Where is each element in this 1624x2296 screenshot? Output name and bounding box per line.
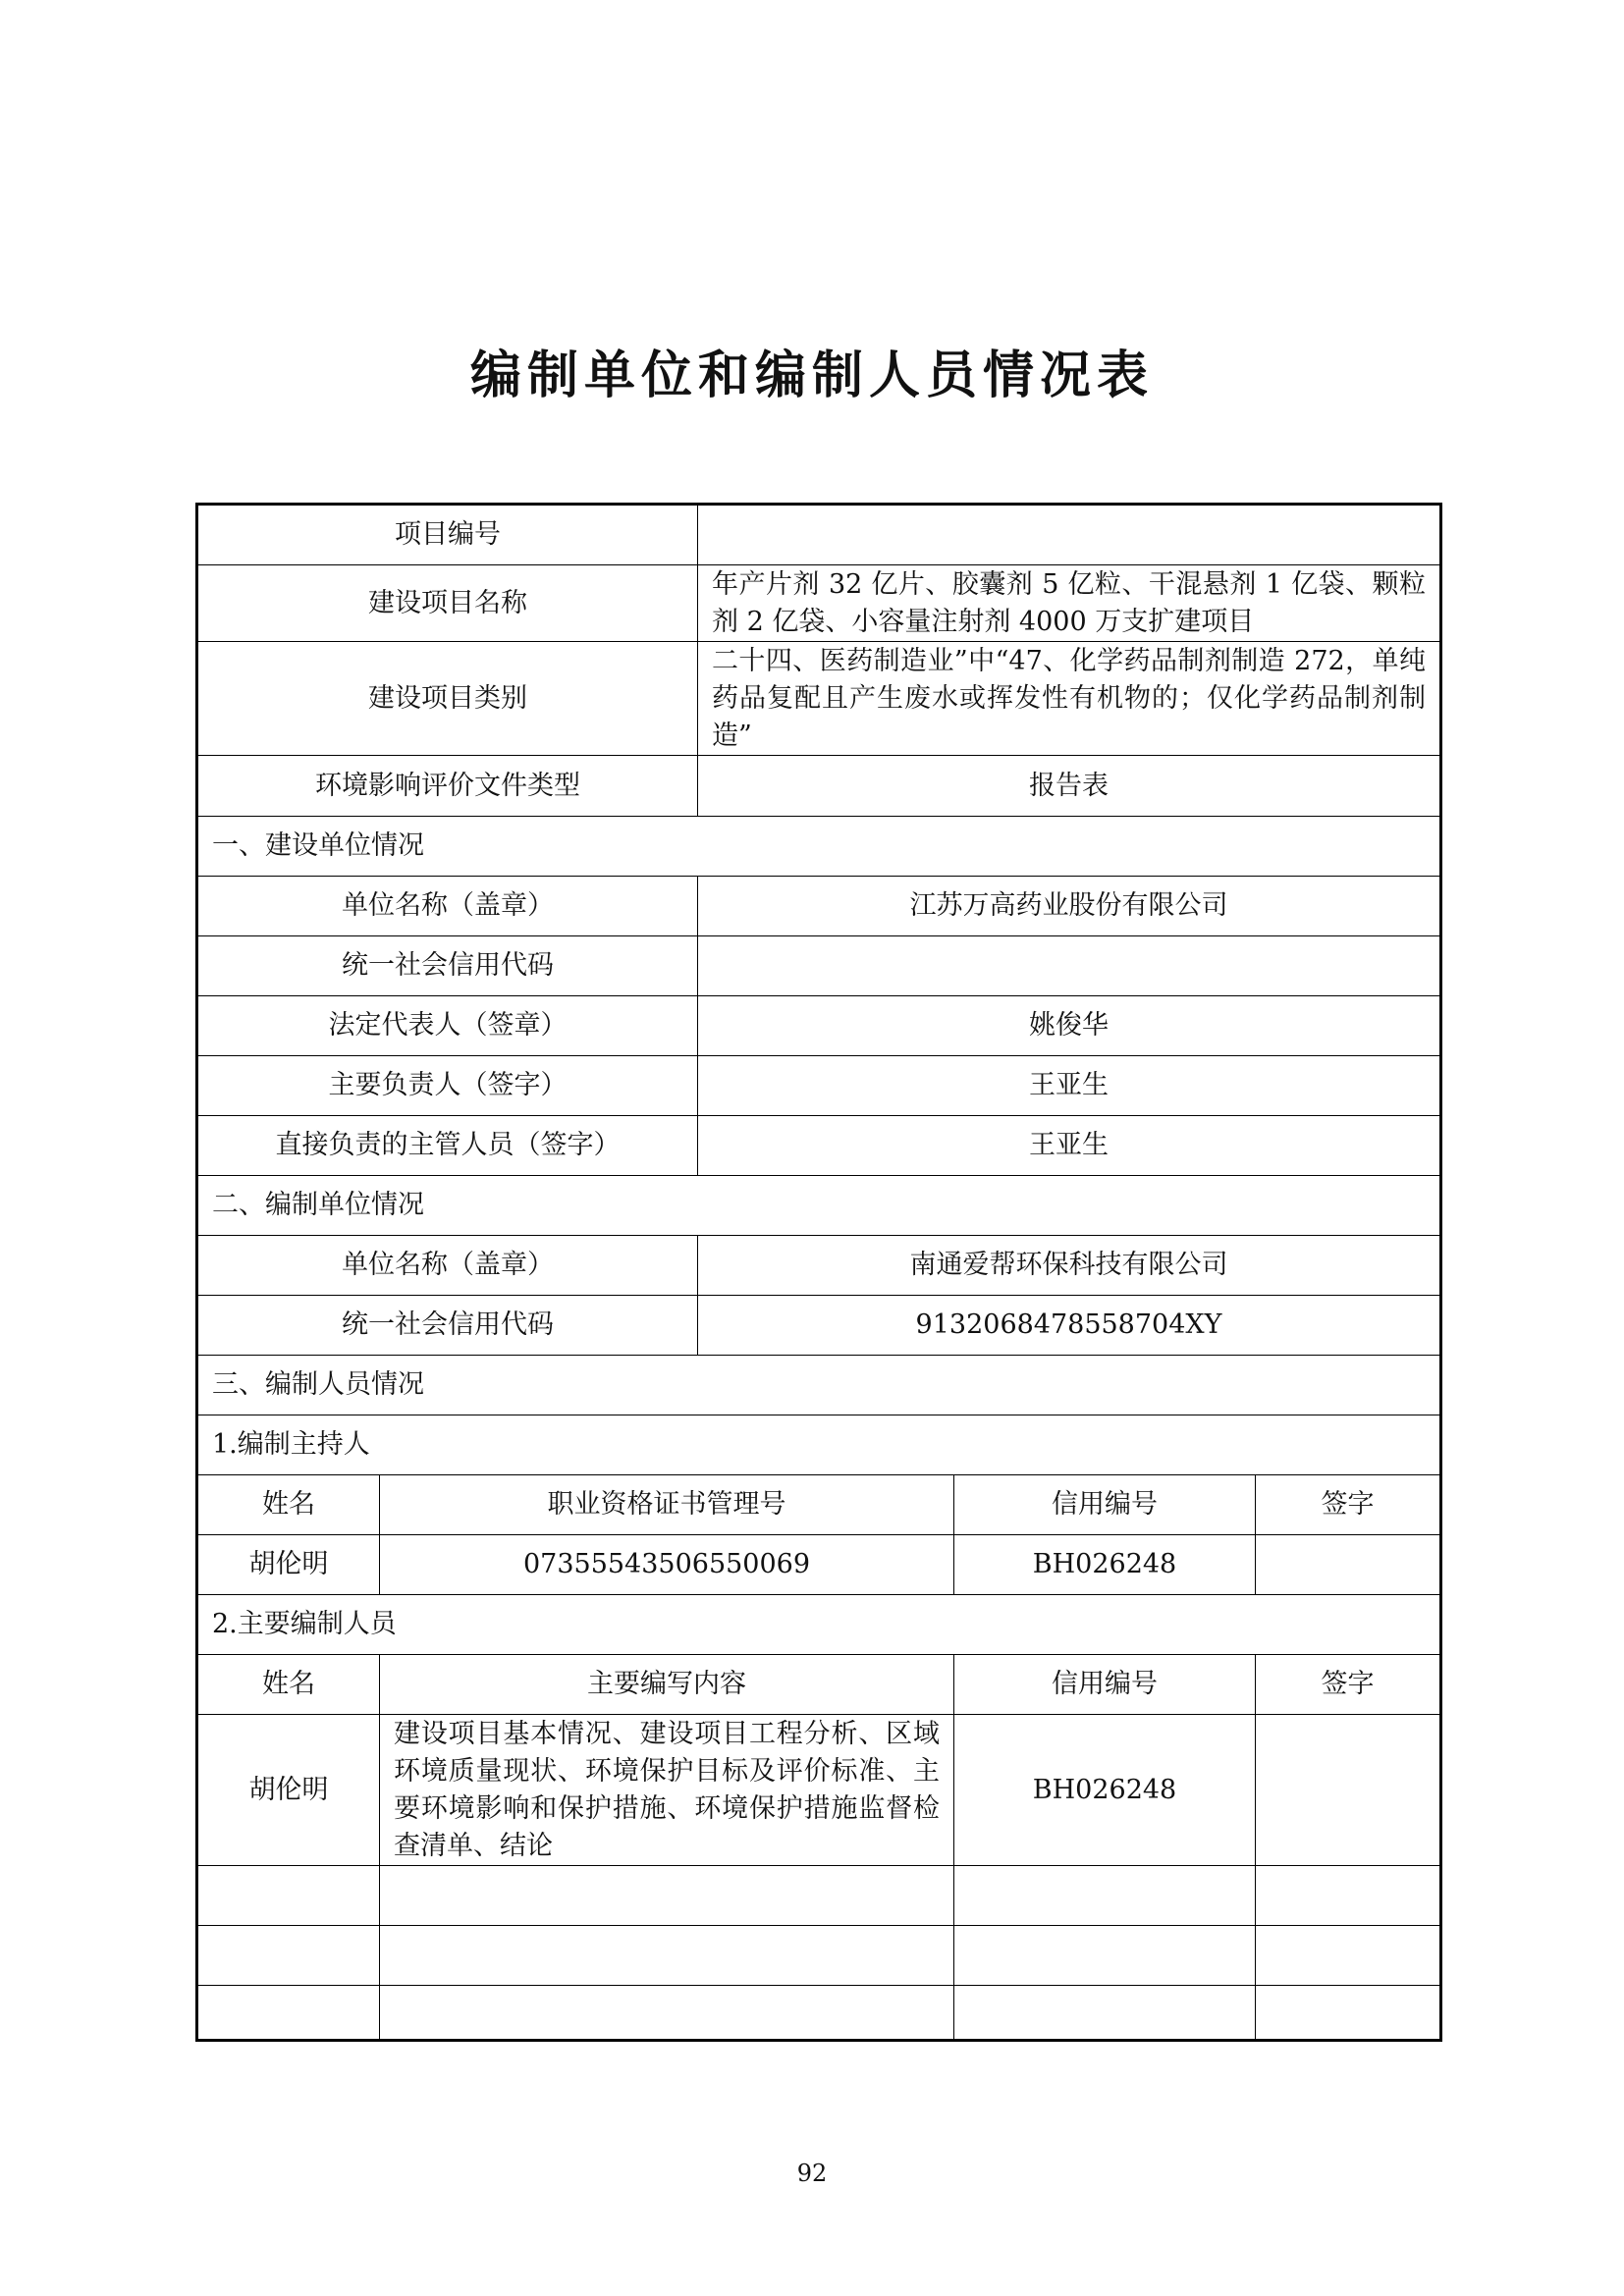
row-s1-main-person [197, 1056, 1441, 1116]
row-s1-direct-person [197, 1116, 1441, 1176]
empty-cell [1256, 1926, 1441, 1986]
staff-name: 胡伦明 [197, 1715, 380, 1866]
staff-heading: 2.主要编制人员 [197, 1595, 1441, 1655]
label-s1-main-person: 主要负责人（签字） [197, 1056, 698, 1116]
staff-signature [1256, 1715, 1441, 1866]
staff-col-signature: 签字 [1256, 1655, 1441, 1715]
host-col-cert: 职业资格证书管理号 [380, 1475, 954, 1535]
label-s1-credit-code: 统一社会信用代码 [197, 936, 698, 996]
value-project-no [698, 505, 1441, 565]
host-col-name: 姓名 [197, 1475, 380, 1535]
staff-header-row [197, 1655, 1441, 1715]
empty-cell [954, 1986, 1256, 2041]
label-project-category: 建设项目类别 [197, 642, 698, 756]
host-signature [1256, 1535, 1441, 1595]
label-s1-direct-person: 直接负责的主管人员（签字） [197, 1116, 698, 1176]
empty-cell [197, 1866, 380, 1926]
staff-content: 建设项目基本情况、建设项目工程分析、区域环境质量现状、环境保护目标及评价标准、主要环境影响和保护措施、环境保护措施监督检查清单、结论 [380, 1715, 954, 1866]
staff-col-name: 姓名 [197, 1655, 380, 1715]
empty-row [197, 1986, 1441, 2041]
value-s1-credit-code [698, 936, 1441, 996]
section3-heading: 三、编制人员情况 [197, 1356, 1441, 1415]
value-project-name: 年产片剂 32 亿片、胶囊剂 5 亿粒、干混悬剂 1 亿袋、颗粒剂 2 亿袋、小容量注射剂 4000 万支扩建项目 [698, 565, 1441, 642]
empty-cell [954, 1866, 1256, 1926]
value-s1-direct-person: 王亚生 [698, 1116, 1441, 1176]
host-header-row [197, 1475, 1441, 1535]
row-eia-type [197, 756, 1441, 817]
value-project-category: 二十四、医药制造业”中“47、化学药品制剂制造 272，单纯药品复配且产生废水或挥发性有机物的；仅化学药品制剂制造” [698, 642, 1441, 756]
empty-row [197, 1866, 1441, 1926]
label-project-name: 建设项目名称 [197, 565, 698, 642]
empty-cell [380, 1866, 954, 1926]
value-s1-legal-rep: 姚俊华 [698, 996, 1441, 1056]
label-s2-credit-code: 统一社会信用代码 [197, 1296, 698, 1356]
label-s2-unit-name: 单位名称（盖章） [197, 1236, 698, 1296]
host-col-signature: 签字 [1256, 1475, 1441, 1535]
staff-data-row [197, 1715, 1441, 1866]
empty-cell [197, 1986, 380, 2041]
host-col-credit: 信用编号 [954, 1475, 1256, 1535]
row-project-name [197, 565, 1441, 642]
value-s2-credit-code: 9132068478558704XY [698, 1296, 1441, 1356]
document-title: 编制单位和编制人员情况表 [469, 347, 1154, 405]
section3-heading-row [197, 1356, 1441, 1415]
section2-heading: 二、编制单位情况 [197, 1176, 1441, 1236]
empty-row [197, 1926, 1441, 1986]
value-s1-main-person: 王亚生 [698, 1056, 1441, 1116]
info-table [195, 503, 1442, 2042]
page-number: 92 [796, 2160, 828, 2187]
host-heading-row [197, 1415, 1441, 1475]
label-s1-unit-name: 单位名称（盖章） [197, 877, 698, 936]
value-eia-type: 报告表 [698, 756, 1441, 817]
host-data-row [197, 1535, 1441, 1595]
host-heading: 1.编制主持人 [197, 1415, 1441, 1475]
staff-col-content: 主要编写内容 [380, 1655, 954, 1715]
empty-cell [380, 1926, 954, 1986]
empty-cell [197, 1926, 380, 1986]
section1-heading: 一、建设单位情况 [197, 817, 1441, 877]
row-s1-legal-rep [197, 996, 1441, 1056]
label-s1-legal-rep: 法定代表人（签章） [197, 996, 698, 1056]
staff-heading-row [197, 1595, 1441, 1655]
staff-col-credit: 信用编号 [954, 1655, 1256, 1715]
host-cert-no: 07355543506550069 [380, 1535, 954, 1595]
section2-heading-row [197, 1176, 1441, 1236]
value-s2-unit-name: 南通爱帮环保科技有限公司 [698, 1236, 1441, 1296]
host-name: 胡伦明 [197, 1535, 380, 1595]
empty-cell [954, 1926, 1256, 1986]
staff-credit-no: BH026248 [954, 1715, 1256, 1866]
row-s1-credit-code [197, 936, 1441, 996]
row-s2-credit-code [197, 1296, 1441, 1356]
row-s1-unit-name [197, 877, 1441, 936]
section1-heading-row [197, 817, 1441, 877]
label-eia-type: 环境影响评价文件类型 [197, 756, 698, 817]
empty-cell [1256, 1986, 1441, 2041]
value-s1-unit-name: 江苏万高药业股份有限公司 [698, 877, 1441, 936]
row-project-category [197, 642, 1441, 756]
empty-cell [380, 1986, 954, 2041]
host-credit-no: BH026248 [954, 1535, 1256, 1595]
row-s2-unit-name [197, 1236, 1441, 1296]
row-project-no [197, 505, 1441, 565]
label-project-no: 项目编号 [197, 505, 698, 565]
empty-cell [1256, 1866, 1441, 1926]
